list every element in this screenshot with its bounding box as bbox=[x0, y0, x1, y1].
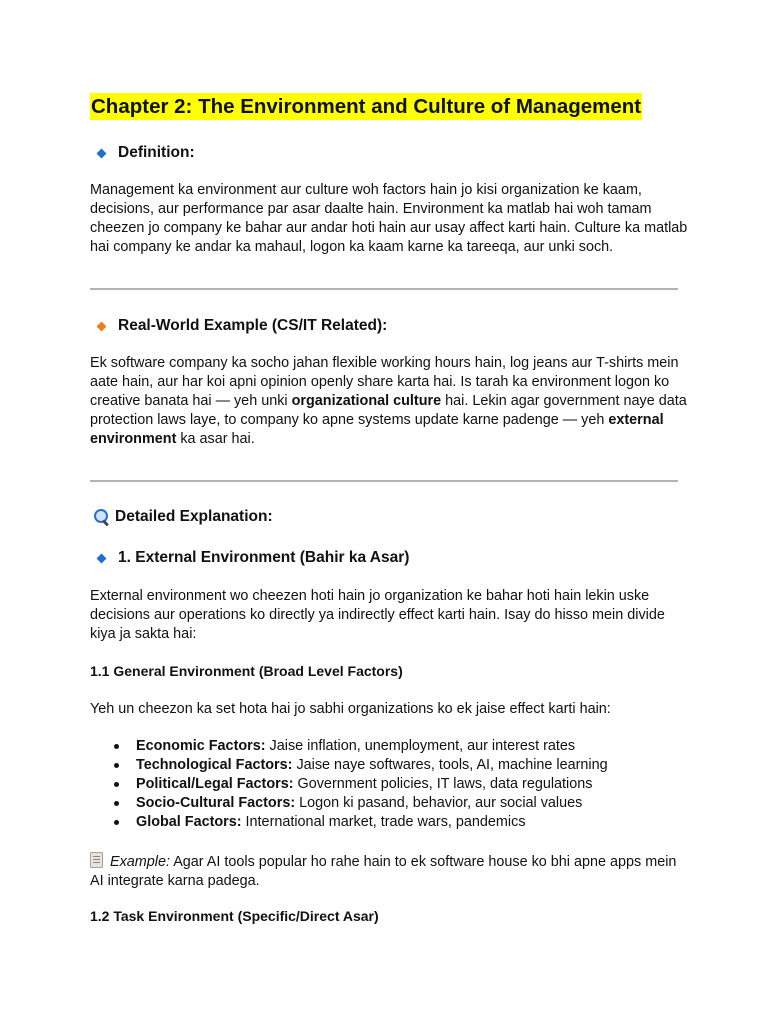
example-note-label: Example: bbox=[110, 854, 170, 870]
example-paragraph bbox=[90, 354, 690, 449]
bullet-icon bbox=[114, 801, 119, 806]
general-environment-intro: Yeh un cheezon ka set hota hai jo sabhi organizations ko ek jaise effect karti hain: bbox=[90, 701, 611, 717]
scroll-icon bbox=[90, 852, 103, 868]
detailed-heading-text: Detailed Explanation: bbox=[115, 508, 273, 525]
factor-label: Global Factors: bbox=[136, 814, 242, 830]
list-item bbox=[90, 756, 690, 775]
divider bbox=[90, 480, 678, 482]
definition-paragraph: Management ka environment aur culture woh factors hain jo kisi organization ke kaam, decisions, aur performance par asar daalte hain. Environment ka matlab hai woh tamam cheezen jo company ke bahar aur andar hoti hain aur usay affect karti hain. Culture ka matlab hai company ke andar ka mahaul, logon ka kaam karne ka tareeqa, aur unki soch. bbox=[90, 182, 688, 255]
example-text-1: Ek software company ka socho jahan flexible working hours hain, log jeans aur T-shirts mein aate hain, aur har koi apni opinion openly share karta hai. Is tarah ka environment logon ko creative banata hai — yeh unki bbox=[90, 355, 679, 409]
factor-text: Jaise inflation, unemployment, aur interest rates bbox=[265, 738, 576, 754]
divider bbox=[90, 288, 678, 290]
example-note-text: Agar AI tools popular ho rahe hain to ek software house ko bhi apne apps mein AI integrate karna padega. bbox=[90, 854, 677, 889]
external-environment-paragraph: External environment wo cheezen hoti hain jo organization ke bahar hoti hain lekin uske decisions aur operations ko directly ya indirectly effect karti hain. Isay do hisso mein divide kiya ja sakta hai: bbox=[90, 588, 665, 642]
factor-label: Technological Factors: bbox=[136, 757, 293, 773]
list-item bbox=[90, 775, 690, 794]
magnifying-glass-icon bbox=[93, 509, 110, 526]
bullet-icon bbox=[114, 782, 119, 787]
definition-heading bbox=[96, 143, 195, 163]
list-item bbox=[90, 794, 690, 813]
example-text-2: hai. Lekin agar government naye data protection laws laye, to company ko apne systems update karne padenge — yeh bbox=[90, 393, 687, 428]
factor-text: Government policies, IT laws, data regulations bbox=[293, 776, 593, 792]
task-environment-heading: 1.2 Task Environment (Specific/Direct Asar) bbox=[90, 908, 379, 924]
bullet-icon bbox=[114, 744, 119, 749]
organizational-culture-term: organizational culture bbox=[291, 393, 442, 409]
blue-diamond-icon bbox=[97, 148, 107, 158]
definition-heading-text: Definition: bbox=[118, 144, 195, 161]
list-item bbox=[90, 813, 690, 832]
external-environment-term: external environment bbox=[90, 412, 664, 447]
orange-diamond-icon bbox=[97, 321, 107, 331]
bullet-icon bbox=[114, 763, 119, 768]
factor-text: Jaise naye softwares, tools, AI, machine learning bbox=[292, 757, 608, 773]
factor-label: Political/Legal Factors: bbox=[136, 776, 294, 792]
factor-label: Economic Factors: bbox=[136, 738, 266, 754]
example-heading bbox=[96, 316, 387, 336]
factor-text: Logon ki pasand, behavior, aur social values bbox=[295, 795, 583, 811]
general-environment-heading: 1.1 General Environment (Broad Level Factors) bbox=[90, 663, 403, 679]
list-item bbox=[90, 737, 690, 756]
external-environment-heading bbox=[96, 548, 409, 568]
external-environment-heading-text: 1. External Environment (Bahir ka Asar) bbox=[118, 549, 410, 566]
example-text-3: ka asar hai. bbox=[176, 431, 255, 447]
example-heading-text: Real-World Example (CS/IT Related): bbox=[118, 317, 388, 334]
example-note bbox=[90, 852, 690, 891]
bullet-icon bbox=[114, 820, 119, 825]
factors-list bbox=[90, 737, 690, 832]
detailed-explanation-heading bbox=[96, 507, 273, 527]
factor-label: Socio-Cultural Factors: bbox=[136, 795, 296, 811]
factor-text: International market, trade wars, pandemics bbox=[241, 814, 526, 830]
blue-diamond-icon bbox=[97, 553, 107, 563]
chapter-title: Chapter 2: The Environment and Culture of Management bbox=[91, 95, 642, 118]
